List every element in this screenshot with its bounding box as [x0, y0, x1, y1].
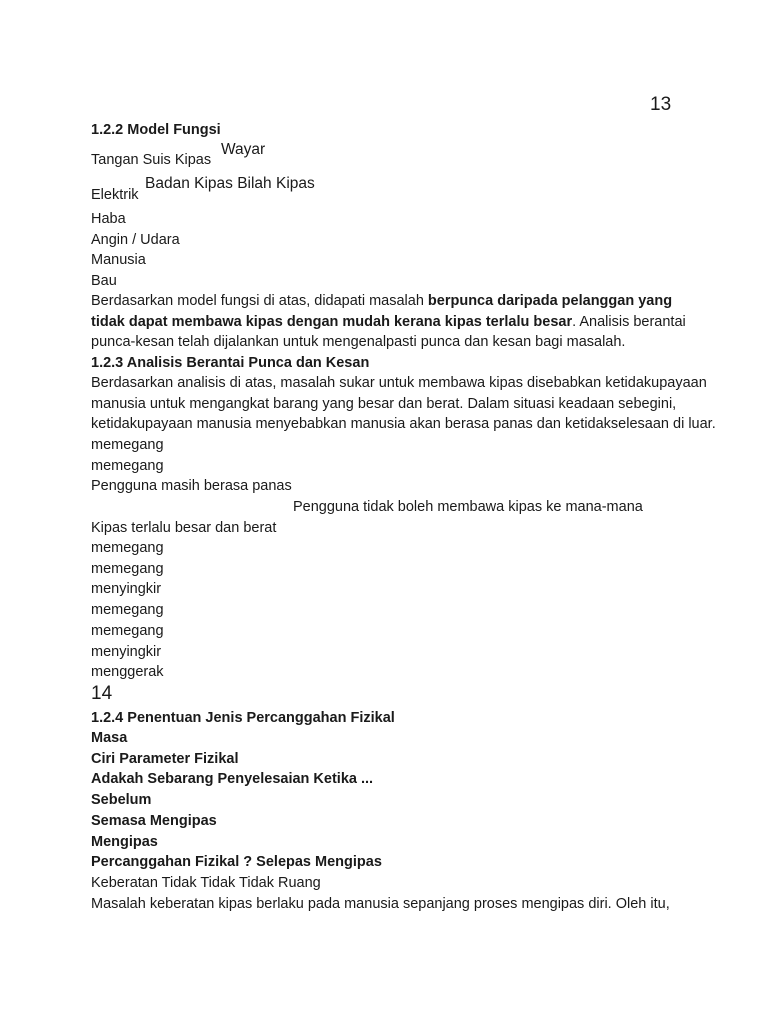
table-line: Ciri Parameter Fizikal [91, 750, 239, 767]
list-outputs [91, 209, 751, 292]
para2-line3: ketidakupayaan manusia menyebabkan manusia akan berasa panas dan ketidakselesaan di luar. [91, 416, 716, 433]
list-item: Manusia [91, 252, 146, 269]
label-pengguna-tidak-boleh: Pengguna tidak boleh membawa kipas ke mana-mana [293, 499, 643, 515]
table-line: Semasa Mengipas [91, 812, 217, 829]
label-badan-bilah-kipas: Badan Kipas Bilah Kipas [145, 175, 315, 192]
list-item: menggerak [91, 664, 164, 681]
page-number-14: 14 [91, 683, 113, 704]
para2-line1: Berdasarkan analisis di atas, masalah sukar untuk membawa kipas disebabkan ketidakupayaan [91, 375, 707, 391]
list-item: Angin / Udara [91, 231, 180, 248]
para1-bold-1: berpunca daripada pelanggan yang [427, 293, 673, 309]
table-line: Mengipas [91, 833, 158, 850]
list-item: menyingkir [91, 581, 162, 598]
paragraph-last-line: Masalah keberatan kipas berlaku pada manusia sepanjang proses mengipas diri. Oleh itu, [91, 895, 670, 912]
list-item: memegang [91, 560, 164, 577]
list-item: memegang [91, 457, 164, 474]
table-line: Adakah Sebarang Penyelesaian Ketika ... [91, 771, 374, 788]
label-tangan-suis-kipas: Tangan Suis Kipas [91, 152, 212, 168]
label-kipas-terlalu-besar: Kipas terlalu besar dan berat [91, 520, 277, 536]
list-item: memegang [91, 622, 164, 639]
list-item: memegang [91, 602, 164, 619]
label-wayar: Wayar [221, 141, 266, 158]
list-item: Bau [91, 273, 117, 290]
list-chain-b [91, 435, 751, 497]
list-item: memegang [91, 540, 164, 556]
paragraph-analisis [91, 373, 751, 435]
table-line: Percanggahan Fizikal ? Selepas Mengipas [91, 854, 382, 871]
paragraph-model-fungsi [91, 291, 751, 353]
para1-bold-2: tidak dapat membawa kipas dengan mudah kerana kipas terlalu besar [91, 313, 573, 330]
list-item: Pengguna masih berasa panas [91, 478, 292, 495]
table-line: Sebelum [91, 792, 152, 809]
page-number-13: 13 [650, 94, 672, 115]
list-item: memegang [91, 437, 164, 453]
section-heading-1-2-4: 1.2.4 Penentuan Jenis Percanggahan Fizikal [91, 710, 395, 726]
para1-rest: . Analisis berantai [572, 313, 686, 330]
percanggahan-table-text [91, 728, 751, 914]
table-line-keberatan: Keberatan Tidak Tidak Tidak Ruang [91, 874, 321, 891]
label-elektrik: Elektrik [91, 187, 139, 203]
table-line: Masa [91, 730, 128, 746]
list-item: menyingkir [91, 643, 162, 660]
para1-intro: Berdasarkan model fungsi di atas, didapati masalah [91, 293, 428, 309]
para1-line3: punca-kesan telah dijalankan untuk mengenalpasti punca dan kesan bagi masalah. [91, 334, 626, 351]
section-heading-1-2-2: 1.2.2 Model Fungsi [91, 122, 221, 138]
list-chain-c [91, 538, 751, 683]
para2-line2: manusia untuk mengangkat barang yang besar dan berat. Dalam situasi keadaan sebegini, [91, 395, 677, 412]
section-heading-1-2-3: 1.2.3 Analisis Berantai Punca dan Kesan [91, 355, 370, 371]
list-item: Haba [91, 211, 126, 227]
